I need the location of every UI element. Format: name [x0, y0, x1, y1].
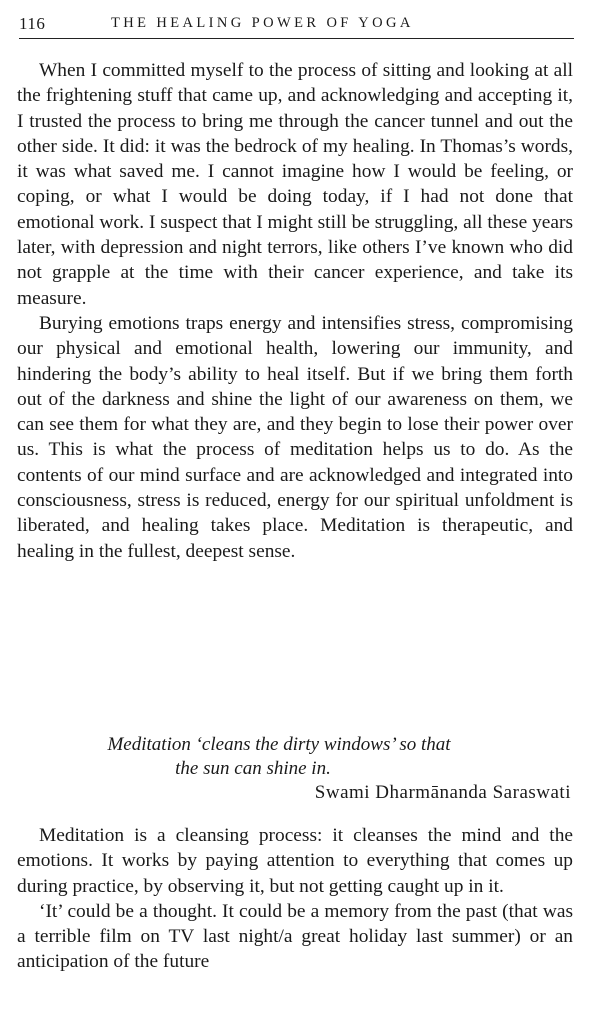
paragraph-cleansing-process: Meditation is a cleansing process: it cleanses the mind and the emotions. It works by paying attention to everything that comes up during practice, by observing it, but not getting caught up in it.	[17, 825, 573, 897]
quote-line-1: Meditation ‘cleans the dirty windows’ so that	[107, 734, 451, 755]
running-head	[19, 12, 574, 39]
body-text-continued	[17, 823, 573, 975]
body-text	[17, 58, 573, 564]
paragraph-cancer-tunnel: When I committed myself to the process of sitting and looking at all the frightening stuff that came up, and acknowledging and accepting it, I trusted the process to bring me through the cancer tunnel and out the other side. It did: it was the bedrock of my healing. In Thomas’s words, it was what saved me. I cannot imagine how I would be feeling, or coping, or what I would be doing today, if I had not done that emotional work. I suspect that I might still be struggling, all these years later, with depression and night terrors, like others I’ve known who did not grapple at the time with their cancer experience, and take its measure.	[17, 60, 573, 309]
book-title: THE HEALING POWER OF YOGA	[111, 15, 414, 31]
paragraph-it-could-be-thought: ‘It’ could be a thought. It could be a memory from the past (that was a terrible film on TV last night/a great holiday last summer) or an anticipation of the future	[17, 900, 573, 973]
paragraph-burying-emotions: Burying emotions traps energy and intensifies stress, compromising our physical and emotional health, lowering our immunity, and hindering the body’s ability to heal itself. But if we bring them forth out of the darkness and shine the light of our awareness on them, we can see them for what they are, and they begin to lose their power over us. This is what the process of meditation helps us to do. As the contents of our mind surface and are acknowledged and integrated into consciousness, stress is reduced, energy for our spiritual unfoldment is liberated, and healing takes place. Meditation is therapeutic, and healing in the fullest, deepest sense.	[17, 312, 573, 562]
quote-line-2: the sun can shine in.	[175, 758, 331, 779]
quote-author: Swami Dharmānanda Saraswati	[314, 782, 571, 803]
page-number: 116	[19, 14, 46, 33]
epigraph-quote	[17, 733, 573, 805]
